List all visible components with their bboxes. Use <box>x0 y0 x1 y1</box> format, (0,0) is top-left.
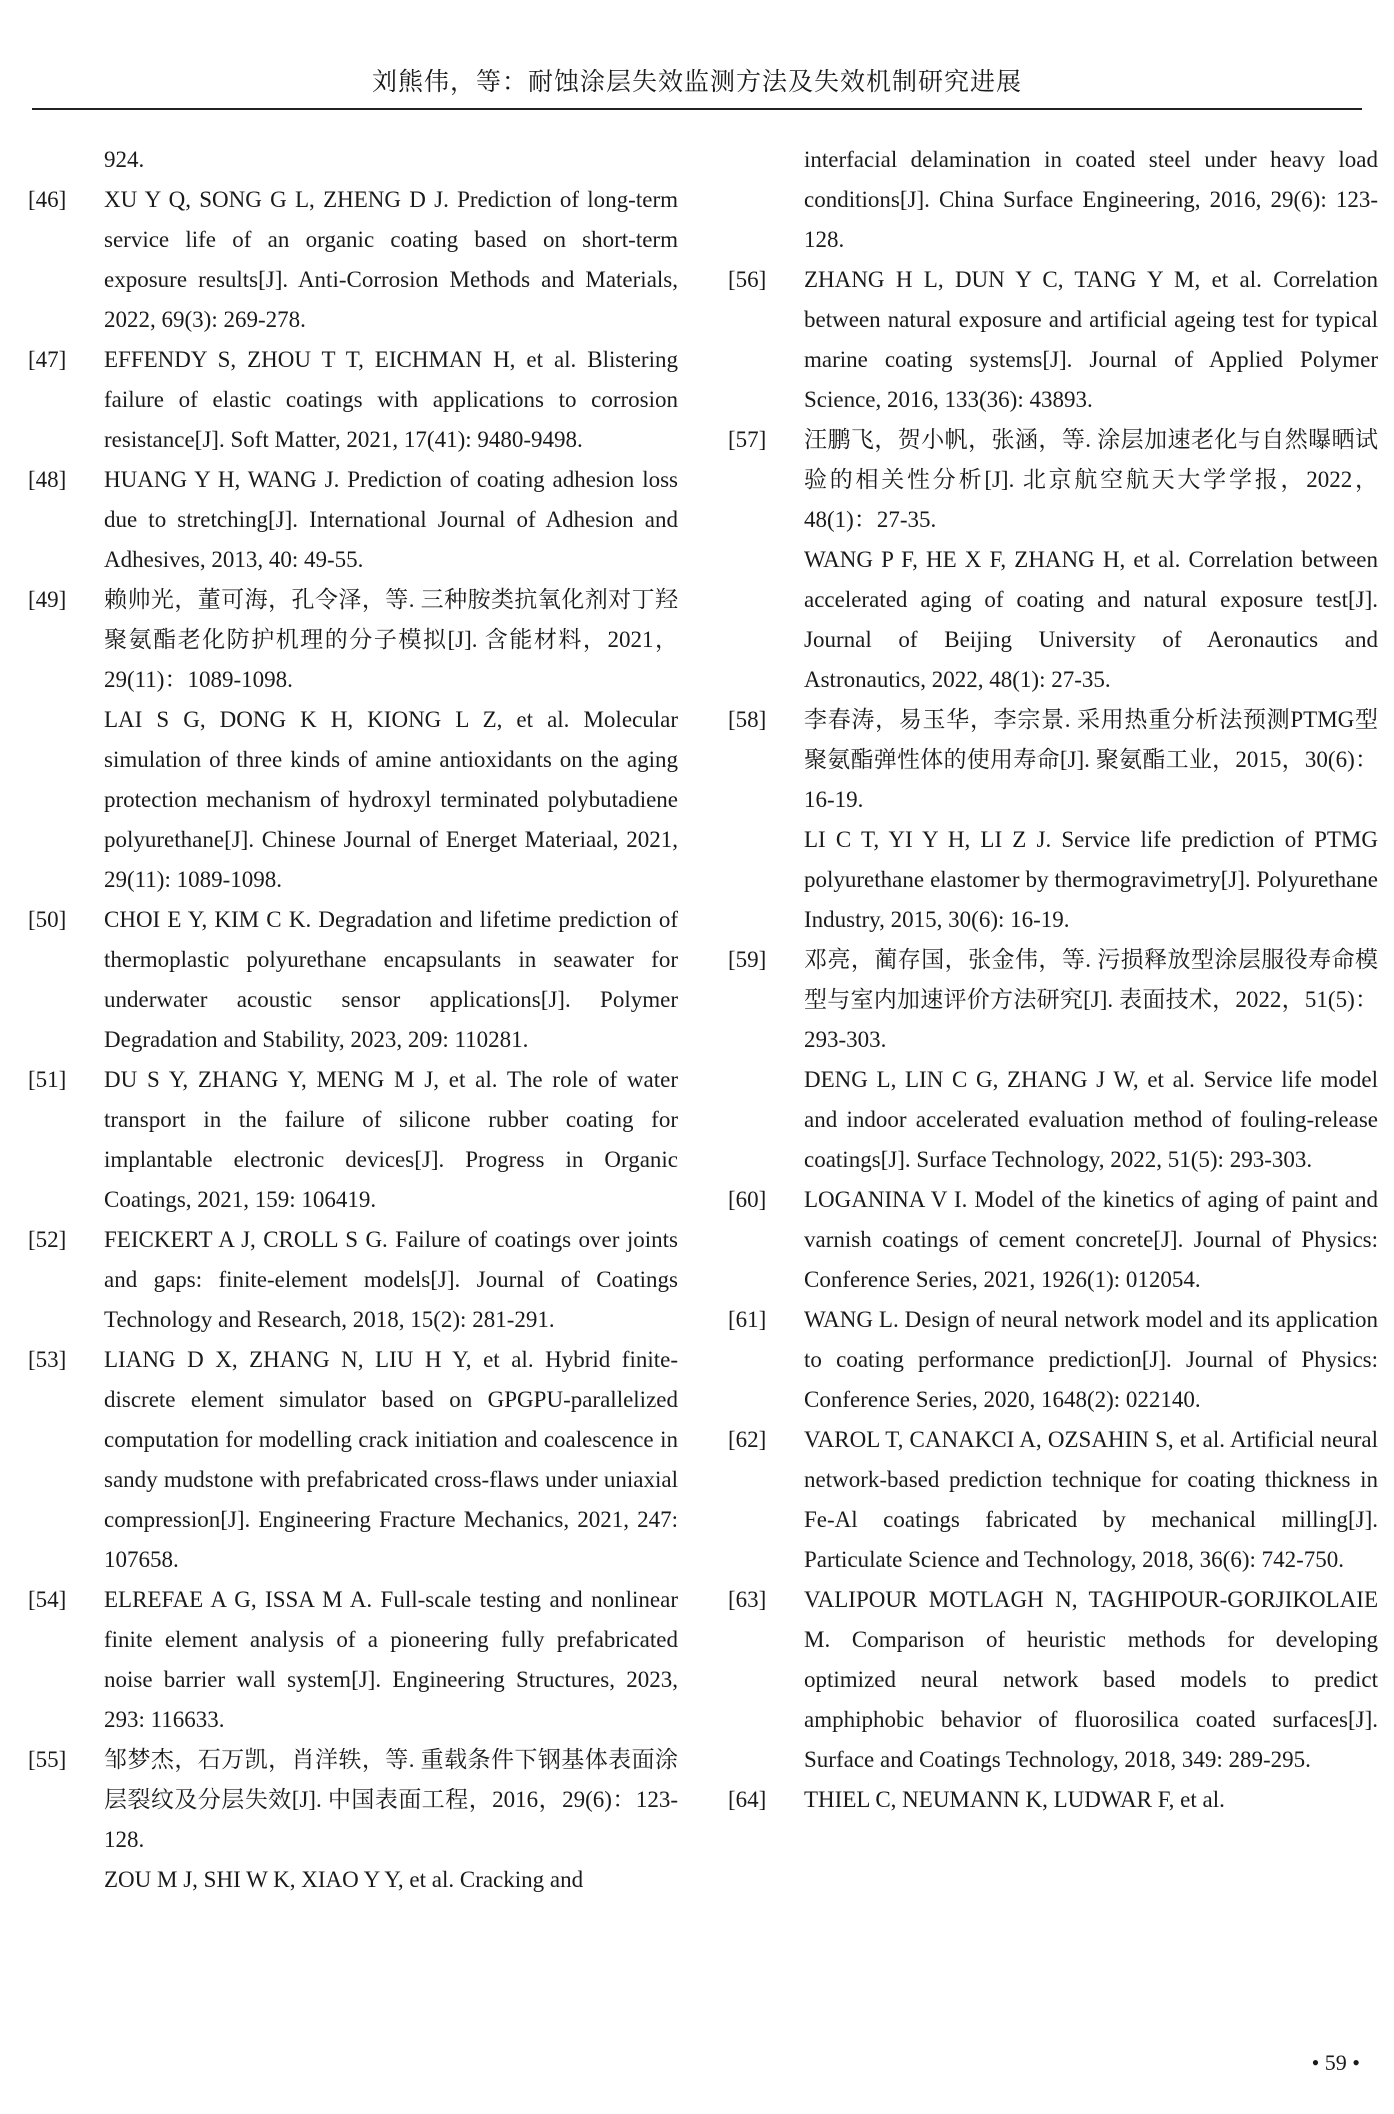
reference-entry <box>728 1420 1378 1580</box>
reference-number: [58] <box>728 707 767 732</box>
reference-number: [48] <box>28 467 67 492</box>
reference-number: [63] <box>728 1587 767 1612</box>
reference-paragraph: LAI S G, DONG K H, KIONG L Z, et al. Molecular simulation of three kinds of amine antioxidants on the aging protection mechanism of hydroxyl terminated polybutadiene polyurethane[J]. Chinese Journal of Energet Materiaal, 2021, 29(11): 1089-1098. <box>104 707 678 892</box>
reference-list <box>28 180 678 1900</box>
reference-entry <box>28 340 678 460</box>
reference-paragraph: HUANG Y H, WANG J. Prediction of coating adhesion loss due to stretching[J]. International Journal of Adhesion and Adhesives, 2013, 40: 49-55. <box>104 467 678 572</box>
reference-paragraph: 邹梦杰，石万凯，肖洋轶，等. 重载条件下钢基体表面涂层裂纹及分层失效[J]. 中国表面工程，2016，29(6)：123-128. <box>104 1747 678 1852</box>
reference-paragraph: XU Y Q, SONG G L, ZHENG D J. Prediction of long-term service life of an organic coating based on short-term exposure results[J]. Anti-Corrosion Methods and Materials, 2022, 69(3): 269-278. <box>104 187 678 332</box>
reference-paragraph: FEICKERT A J, CROLL S G. Failure of coatings over joints and gaps: finite-element models[J]. Journal of Coatings Technology and Research, 2018, 15(2): 281-291. <box>104 1227 678 1332</box>
reference-paragraph: EFFENDY S, ZHOU T T, EICHMAN H, et al. Blistering failure of elastic coatings with applications to corrosion resistance[J]. Soft Matter, 2021, 17(41): 9480-9498. <box>104 347 678 452</box>
reference-paragraph: 邓亮，蔺存国，张金伟，等. 污损释放型涂层服役寿命模型与室内加速评价方法研究[J]. 表面技术，2022，51(5)：293-303. <box>804 947 1378 1052</box>
reference-number: [57] <box>728 427 767 452</box>
reference-paragraph: DENG L, LIN C G, ZHANG J W, et al. Service life model and indoor accelerated evaluation method of fouling-release coatings[J]. Surface Technology, 2022, 51(5): 293-303. <box>804 1067 1378 1172</box>
page-number: • 59 • <box>1311 2050 1360 2075</box>
reference-number: [51] <box>28 1067 67 1092</box>
reference-entry <box>28 1220 678 1340</box>
running-header: 刘熊伟，等：耐蚀涂层失效监测方法及失效机制研究进展 <box>371 69 1022 96</box>
reference-paragraph: ZHANG H L, DUN Y C, TANG Y M, et al. Correlation between natural exposure and artificial ageing test for typical marine coating systems[J]. Journal of Applied Polymer Science, 2016, 133(36): 43893. <box>804 267 1378 412</box>
reference-number: [64] <box>728 1787 767 1812</box>
reference-paragraph: CHOI E Y, KIM C K. Degradation and lifetime prediction of thermoplastic polyurethane encapsulants in seawater for underwater acoustic sensor applications[J]. Polymer Degradation and Stability, 2023, 209: 110281. <box>104 907 678 1052</box>
reference-entry <box>28 180 678 340</box>
reference-text <box>104 1340 678 1580</box>
reference-text <box>804 1300 1378 1420</box>
reference-number: [47] <box>28 347 67 372</box>
ref-continuation: 924. <box>104 147 145 172</box>
reference-text <box>804 260 1378 420</box>
reference-list <box>728 260 1378 1820</box>
reference-text <box>804 420 1378 700</box>
reference-entry <box>728 1780 1378 1820</box>
reference-number: [54] <box>28 1587 67 1612</box>
reference-entry <box>28 1060 678 1220</box>
reference-number: [49] <box>28 587 67 612</box>
reference-entry <box>28 580 678 900</box>
reference-entry <box>728 1180 1378 1300</box>
reference-number: [52] <box>28 1227 67 1252</box>
reference-text <box>104 1220 678 1340</box>
left-column <box>28 140 678 1900</box>
reference-paragraph: THIEL C, NEUMANN K, LUDWAR F, et al. <box>804 1787 1225 1812</box>
reference-text <box>804 1580 1378 1780</box>
reference-text <box>104 460 678 580</box>
reference-text <box>104 340 678 460</box>
reference-text <box>104 1060 678 1220</box>
reference-entry <box>28 1340 678 1580</box>
reference-text <box>804 700 1378 940</box>
reference-entry <box>728 940 1378 1180</box>
reference-paragraph: 赖帅光，董可海，孔令泽，等. 三种胺类抗氧化剂对丁羟聚氨酯老化防护机理的分子模拟[J]. 含能材料，2021，29(11)：1089-1098. <box>104 587 678 692</box>
reference-paragraph: LI C T, YI Y H, LI Z J. Service life prediction of PTMG polyurethane elastomer by thermogravimetry[J]. Polyurethane Industry, 2015, 30(6): 16-19. <box>804 827 1378 932</box>
reference-entry <box>728 420 1378 700</box>
reference-number: [59] <box>728 947 767 972</box>
reference-text <box>804 1180 1378 1300</box>
reference-number: [56] <box>728 267 767 292</box>
reference-text <box>104 1580 678 1740</box>
reference-paragraph: ELREFAE A G, ISSA M A. Full-scale testing and nonlinear finite element analysis of a pioneering fully prefabricated noise barrier wall system[J]. Engineering Structures, 2023, 293: 116633. <box>104 1587 678 1732</box>
reference-text <box>104 180 678 340</box>
reference-paragraph: DU S Y, ZHANG Y, MENG M J, et al. The role of water transport in the failure of silicone rubber coating for implantable electronic devices[J]. Progress in Organic Coatings, 2021, 159: 106419. <box>104 1067 678 1212</box>
reference-number: [50] <box>28 907 67 932</box>
reference-paragraph: LOGANINA V I. Model of the kinetics of aging of paint and varnish coatings of cement concrete[J]. Journal of Physics: Conference Series, 2021, 1926(1): 012054. <box>804 1187 1378 1292</box>
reference-paragraph: 汪鹏飞，贺小帆，张涵，等. 涂层加速老化与自然曝晒试验的相关性分析[J]. 北京航空航天大学学报，2022，48(1)：27-35. <box>804 427 1378 532</box>
reference-paragraph: 李春涛，易玉华，李宗景. 采用热重分析法预测PTMG型聚氨酯弹性体的使用寿命[J]. 聚氨酯工业，2015，30(6)：16-19. <box>804 707 1378 812</box>
reference-number: [60] <box>728 1187 767 1212</box>
reference-number: [46] <box>28 187 67 212</box>
reference-text <box>104 580 678 900</box>
right-column <box>728 140 1378 1820</box>
reference-entry <box>728 1580 1378 1780</box>
reference-entry <box>728 700 1378 940</box>
reference-number: [62] <box>728 1427 767 1452</box>
reference-text <box>804 1780 1378 1820</box>
reference-paragraph: ZOU M J, SHI W K, XIAO Y Y, et al. Cracking and <box>104 1867 584 1892</box>
reference-paragraph: VAROL T, CANAKCI A, OZSAHIN S, et al. Artificial neural network-based prediction technique for coating thickness in Fe-Al coatings fabricated by mechanical milling[J]. Particulate Science and Technology, 2018, 36(6): 742-750. <box>804 1427 1378 1572</box>
reference-entry <box>28 1740 678 1900</box>
reference-text <box>104 1740 678 1900</box>
reference-number: [55] <box>28 1747 67 1772</box>
reference-entry <box>28 1580 678 1740</box>
reference-paragraph: VALIPOUR MOTLAGH N, TAGHIPOUR-GORJIKOLAIE M. Comparison of heuristic methods for developing optimized neural network based models to predict amphiphobic behavior of fluorosilica coated surfaces[J]. Surface and Coatings Technology, 2018, 349: 289-295. <box>804 1587 1378 1772</box>
reference-entry <box>28 460 678 580</box>
reference-paragraph: WANG P F, HE X F, ZHANG H, et al. Correlation between accelerated aging of coating and natural exposure test[J]. Journal of Beijing University of Aeronautics and Astronautics, 2022, 48(1): 27-35. <box>804 547 1378 692</box>
reference-text <box>804 940 1378 1180</box>
reference-paragraph: WANG L. Design of neural network model and its application to coating performance prediction[J]. Journal of Physics: Conference Series, 2020, 1648(2): 022140. <box>804 1307 1378 1412</box>
ref-continuation: interfacial delamination in coated steel under heavy load conditions[J]. China Surface Engineering, 2016, 29(6): 123-128. <box>804 147 1378 252</box>
reference-number: [53] <box>28 1347 67 1372</box>
reference-text <box>104 900 678 1060</box>
reference-entry <box>28 900 678 1060</box>
reference-text <box>804 1420 1378 1580</box>
reference-entry <box>728 1300 1378 1420</box>
header-rule <box>32 108 1362 110</box>
reference-entry <box>728 260 1378 420</box>
reference-paragraph: LIANG D X, ZHANG N, LIU H Y, et al. Hybrid finite-discrete element simulator based on GPGPU-parallelized computation for modelling crack initiation and coalescence in sandy mudstone with prefabricated cross-flaws under uniaxial compression[J]. Engineering Fracture Mechanics, 2021, 247: 107658. <box>104 1347 678 1572</box>
reference-number: [61] <box>728 1307 767 1332</box>
